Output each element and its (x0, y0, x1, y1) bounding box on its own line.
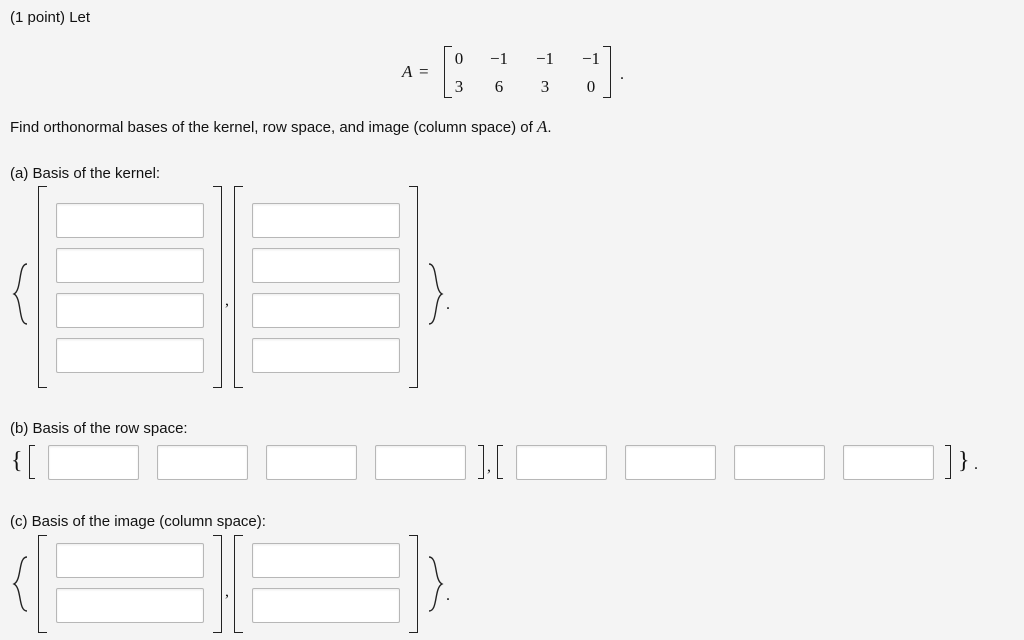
row-space-open-brace: { (11, 448, 23, 474)
part-c-label: (c) Basis of the image (column space): (10, 513, 266, 530)
image-comma: , (225, 583, 229, 600)
row-vector-1-entry-4[interactable] (375, 445, 466, 480)
row-vector-2-entry-4[interactable] (843, 445, 934, 480)
instructions-period: . (547, 119, 552, 136)
close-brace-icon (426, 262, 444, 326)
matrix-cell: 3 (454, 77, 464, 96)
kernel-comma: , (225, 292, 229, 309)
matrix-cell: 0 (586, 77, 596, 96)
part-b-label: (b) Basis of the row space: (10, 420, 188, 437)
matrix-cell: −1 (489, 49, 509, 68)
row-space-close-brace: } (958, 448, 970, 474)
kernel-vector-1-left-bracket (38, 186, 47, 388)
equals-sign: = (419, 62, 429, 81)
row-vector-1-left-bracket (29, 445, 35, 479)
matrix-cell: 6 (494, 77, 504, 96)
part-a-label: (a) Basis of the kernel: (10, 165, 161, 182)
row-vector-1-entry-1[interactable] (48, 445, 139, 480)
row-vector-2-entry-3[interactable] (734, 445, 825, 480)
image-vector-1-right-bracket (213, 535, 222, 633)
row-vector-1-right-bracket (478, 445, 484, 479)
matrix-period: . (620, 66, 624, 83)
problem-points: (1 point) Let (10, 9, 91, 26)
instructions-variable: A (536, 117, 548, 136)
open-brace-icon (12, 555, 30, 613)
matrix-cell: 0 (454, 49, 464, 68)
kernel-vector-2-entry-4[interactable] (252, 338, 400, 373)
row-space-comma: , (487, 458, 491, 475)
kernel-vector-2-entry-2[interactable] (252, 248, 400, 283)
kernel-vector-1-entry-3[interactable] (56, 293, 204, 328)
instructions-text: Find orthonormal bases of the kernel, row space, and image (column space) of (10, 119, 537, 136)
row-vector-2-left-bracket (497, 445, 503, 479)
image-vector-1-entry-2[interactable] (56, 588, 204, 623)
image-vector-2-entry-1[interactable] (252, 543, 400, 578)
matrix-cell: 3 (540, 77, 550, 96)
kernel-period: . (446, 296, 450, 313)
open-brace-icon (12, 262, 30, 326)
kernel-vector-2-entry-3[interactable] (252, 293, 400, 328)
kernel-vector-2-right-bracket (409, 186, 418, 388)
image-vector-1-left-bracket (38, 535, 47, 633)
kernel-vector-2-left-bracket (234, 186, 243, 388)
image-period: . (446, 587, 450, 604)
image-vector-2-right-bracket (409, 535, 418, 633)
row-vector-1-entry-3[interactable] (266, 445, 357, 480)
close-brace-icon (426, 555, 444, 613)
row-vector-2-entry-2[interactable] (625, 445, 716, 480)
matrix-cell: −1 (581, 49, 601, 68)
image-vector-2-left-bracket (234, 535, 243, 633)
image-vector-1-entry-1[interactable] (56, 543, 204, 578)
matrix-cell: −1 (535, 49, 555, 68)
row-vector-2-entry-1[interactable] (516, 445, 607, 480)
kernel-vector-1-entry-2[interactable] (56, 248, 204, 283)
kernel-vector-1-right-bracket (213, 186, 222, 388)
matrix-variable: A (402, 62, 413, 81)
kernel-vector-2-entry-1[interactable] (252, 203, 400, 238)
row-vector-1-entry-2[interactable] (157, 445, 248, 480)
row-space-period: . (974, 456, 978, 473)
instructions (10, 118, 552, 137)
kernel-vector-1-entry-4[interactable] (56, 338, 204, 373)
image-vector-2-entry-2[interactable] (252, 588, 400, 623)
row-vector-2-right-bracket (945, 445, 951, 479)
kernel-vector-1-entry-1[interactable] (56, 203, 204, 238)
